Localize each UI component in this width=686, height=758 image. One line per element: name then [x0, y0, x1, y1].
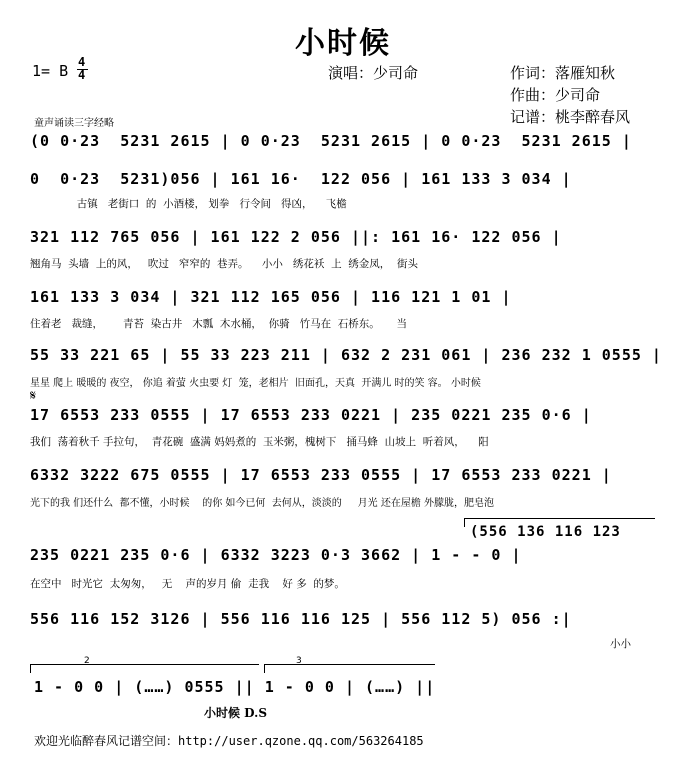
song-title: 小时候 — [295, 26, 391, 61]
notation-row-8: 235 0221 235 0·6 | 6332 3223 0·3 3662 | 1 - - 0 | — [30, 546, 522, 564]
composer-credit: 作曲：少司命 — [510, 86, 601, 104]
lyrics-row-5: 星星 爬上 暖暖的 夜空， 你追 着萤 火虫要 灯 笼，老相片 旧面孔，天真 开满儿 时的笑 容。 小时候 — [30, 378, 481, 389]
singer-credit: 演唱：少司命 — [328, 64, 419, 82]
transcriber-credit: 记谱：桃李醉春风 — [510, 108, 631, 126]
ds-instruction: 小时候 D.S — [204, 706, 268, 720]
segno-sign: 𝄋 — [30, 388, 37, 404]
time-signature-numerator: 4 — [78, 55, 86, 69]
lyrics-row-3: 翘角马 头墙 上的风， 吹过 窄窄的 巷弄。 小小 绣花袄 上 绣金凤， 街头 — [30, 258, 418, 270]
notation-row-10: 1 - 0 0 | (……) 0555 || 1 - 0 0 | (……) || — [34, 678, 436, 696]
volta-number-2: 2 — [84, 656, 90, 666]
lyricist-credit: 作词：落雁知秋 — [510, 64, 616, 82]
notation-row-9: 556 116 152 3126 | 556 116 116 125 | 556 112 5) 056 :| — [30, 610, 572, 628]
key-signature: 1= B — [32, 62, 69, 80]
intro-note: 童声诵读三字经略 — [34, 118, 114, 129]
time-signature-denominator: 4 — [78, 68, 86, 82]
footer-credit: 欢迎光临醉春风记谱空间：http://user.qzone.qq.com/563264185 — [34, 734, 424, 748]
volta-bracket-2 — [30, 664, 259, 673]
notation-row-1: (0 0·23 5231 2615 | 0 0·23 5231 2615 | 0 0·23 5231 2615 | — [30, 132, 632, 150]
notation-row-7: 6332 3222 675 0555 | 17 6553 233 0555 | 17 6553 233 0221 | — [30, 466, 612, 484]
ending-bracket-notes: (556 136 116 123 — [470, 524, 621, 540]
lyrics-row-7: 光下的我 们还什么 都不懂，小时候 的你 如今已何 去何从，淡淡的 月光 还在屋檐 外朦胧，肥皂泡 — [30, 498, 495, 509]
notation-row-4: 161 133 3 034 | 321 112 165 056 | 116 121 1 01 | — [30, 288, 512, 306]
notation-row-5: 55 33 221 65 | 55 33 223 211 | 632 2 231 061 | 236 232 1 0555 | — [30, 346, 662, 364]
volta-number-3: 3 — [296, 656, 302, 666]
notation-row-2: 0 0·23 5231)056 | 161 16· 122 056 | 161 133 3 034 | — [30, 170, 572, 188]
volta-bracket-3 — [264, 664, 435, 673]
notation-row-3: 321 112 765 056 | 161 122 2 056 ||: 161 16· 122 056 | — [30, 228, 562, 246]
lyrics-row-8: 在空中 时光它 太匆匆， 无 声的岁月 偷 走我 好 多 的梦。 — [30, 578, 345, 590]
lyrics-row-2: 古镇 老街口 的 小酒楼， 划拳 行令间 得凶， 飞檐 — [30, 198, 347, 210]
lyrics-xiaoxiao: 小小 — [610, 638, 631, 650]
lyrics-row-6: 我们 荡着秋千 手拉句， 青花碗 盛满 妈妈煮的 玉米粥，槐树下 捅马蜂 山坡上 听着风， 阳 — [30, 436, 489, 448]
notation-row-6: 17 6553 233 0555 | 17 6553 233 0221 | 235 0221 235 0·6 | — [30, 406, 592, 424]
lyrics-row-4: 住着老 裁缝， 青苔 染古井 木瓢 木水桶， 你骑 竹马在 石桥东。 当 — [30, 318, 407, 330]
